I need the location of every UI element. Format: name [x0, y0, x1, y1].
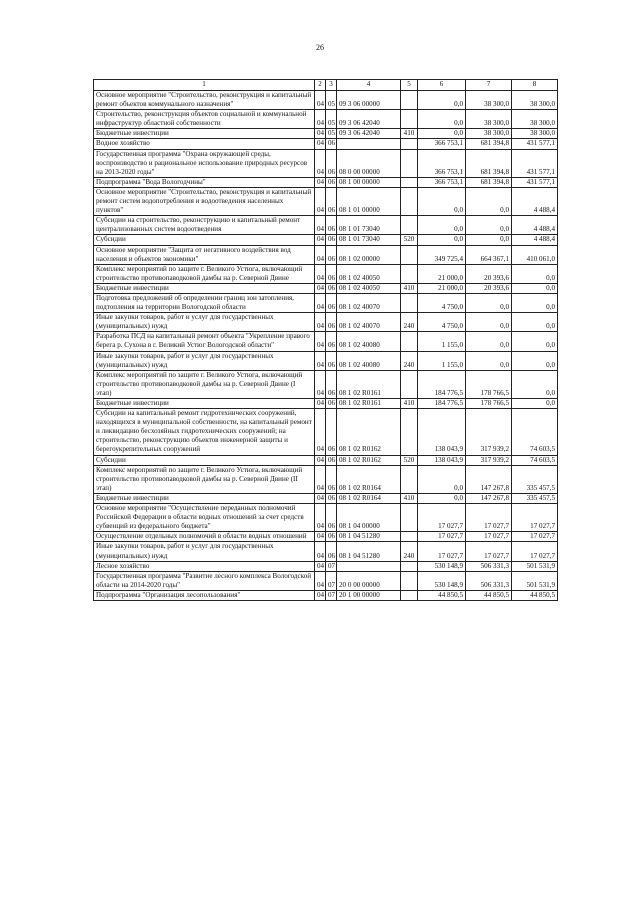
table-row: [94, 216, 558, 235]
table-row: [94, 177, 558, 187]
subsection-code-cell: 06: [326, 370, 337, 398]
amount-col7-cell: 681 394,8: [466, 177, 512, 187]
row-name-cell: Подпрограмма "Организация лесопользования": [94, 590, 315, 600]
amount-col8-cell: 0,0: [512, 264, 558, 283]
expense-type-cell: [401, 409, 418, 455]
amount-col7-cell: 0,0: [466, 216, 512, 235]
section-code-cell: 04: [315, 91, 326, 110]
header-cell: 5: [401, 80, 418, 91]
amount-col6-cell: 17 027,7: [418, 542, 466, 561]
header-cell: 1: [94, 80, 315, 91]
amount-col8-cell: 4 488,4: [512, 187, 558, 215]
row-name-cell: Бюджетные инвестиции: [94, 129, 315, 139]
amount-col8-cell: 0,0: [512, 313, 558, 332]
amount-col7-cell: 44 850,5: [466, 590, 512, 600]
section-code-cell: 04: [315, 313, 326, 332]
expense-type-cell: 240: [401, 351, 418, 370]
expense-type-cell: [401, 532, 418, 542]
table-row: [94, 110, 558, 129]
section-code-cell: 04: [315, 139, 326, 149]
subsection-code-cell: 06: [326, 351, 337, 370]
section-code-cell: 04: [315, 399, 326, 409]
expense-type-cell: [401, 571, 418, 590]
header-cell: 7: [466, 80, 512, 91]
section-code-cell: 04: [315, 571, 326, 590]
section-code-cell: 04: [315, 504, 326, 532]
amount-col8-cell: 74 603,5: [512, 455, 558, 465]
row-name-cell: Комплекс мероприятий по защите г. Великого Устюга, включающий строительство противопаводковой дамбы на р. Северной Двине (II этап): [94, 465, 315, 493]
header-row: [94, 80, 558, 91]
target-article-cell: 08 1 02 R0161: [337, 399, 401, 409]
target-article-cell: 08 1 01 00000: [337, 187, 401, 215]
subsection-code-cell: 07: [326, 590, 337, 600]
amount-col8-cell: 0,0: [512, 370, 558, 398]
table-row: [94, 139, 558, 149]
table-row: [94, 313, 558, 332]
expense-type-cell: 240: [401, 313, 418, 332]
subsection-code-cell: 06: [326, 313, 337, 332]
target-article-cell: [337, 139, 401, 149]
expense-type-cell: 520: [401, 455, 418, 465]
target-article-cell: 08 1 02 R0164: [337, 493, 401, 503]
subsection-code-cell: 06: [326, 139, 337, 149]
expense-type-cell: 410: [401, 129, 418, 139]
header-cell: 4: [337, 80, 401, 91]
subsection-code-cell: 06: [326, 409, 337, 455]
target-article-cell: 08 1 02 R0164: [337, 465, 401, 493]
amount-col8-cell: 0,0: [512, 332, 558, 351]
amount-col8-cell: 335 457,5: [512, 493, 558, 503]
target-article-cell: 09 3 06 42040: [337, 129, 401, 139]
row-name-cell: Иные закупки товаров, работ и услуг для государственных (муниципальных) нужд: [94, 542, 315, 561]
amount-col6-cell: 44 850,5: [418, 590, 466, 600]
amount-col7-cell: 506 331,3: [466, 561, 512, 571]
table-row: [94, 332, 558, 351]
section-code-cell: 04: [315, 149, 326, 177]
row-name-cell: Разработка ПСД на капитальный ремонт объекта "Укрепление правого берега р. Сухона в г. Великий Устюг Вологодской области": [94, 332, 315, 351]
table-row: [94, 91, 558, 110]
table-row: [94, 370, 558, 398]
target-article-cell: 08 1 02 R0162: [337, 455, 401, 465]
expense-type-cell: [401, 245, 418, 264]
amount-col6-cell: 184 776,5: [418, 399, 466, 409]
subsection-code-cell: 06: [326, 149, 337, 177]
amount-col8-cell: 4 488,4: [512, 235, 558, 245]
table-body: [94, 80, 558, 601]
header-cell: 2: [315, 80, 326, 91]
amount-col8-cell: 44 850,5: [512, 590, 558, 600]
amount-col7-cell: 20 393,6: [466, 264, 512, 283]
amount-col6-cell: 4 750,0: [418, 313, 466, 332]
amount-col6-cell: 1 155,0: [418, 351, 466, 370]
amount-col8-cell: 38 300,0: [512, 91, 558, 110]
subsection-code-cell: 06: [326, 542, 337, 561]
amount-col6-cell: 184 776,5: [418, 370, 466, 398]
amount-col8-cell: 38 300,0: [512, 129, 558, 139]
expense-type-cell: [401, 110, 418, 129]
subsection-code-cell: 06: [326, 332, 337, 351]
table-row: [94, 293, 558, 312]
amount-col6-cell: 366 753,1: [418, 177, 466, 187]
target-article-cell: 08 1 02 40050: [337, 283, 401, 293]
target-article-cell: 08 1 04 51280: [337, 542, 401, 561]
amount-col6-cell: 1 155,0: [418, 332, 466, 351]
section-code-cell: 04: [315, 283, 326, 293]
row-name-cell: Бюджетные инвестиции: [94, 283, 315, 293]
row-name-cell: Субсидии на капитальный ремонт гидротехнических сооружений, находящихся в муниципальной собственности, на капитальный ремонт и ликвидацию бесхозяйных гидротехнических сооружений; на строительство, реконструкцию объектов инженерной защиты и берегоукрепительных сооружений: [94, 409, 315, 455]
subsection-code-cell: 06: [326, 493, 337, 503]
amount-col7-cell: 147 267,8: [466, 493, 512, 503]
table-row: [94, 235, 558, 245]
amount-col6-cell: 0,0: [418, 129, 466, 139]
budget-table: [93, 79, 558, 601]
amount-col8-cell: 431 577,1: [512, 177, 558, 187]
amount-col8-cell: 410 061,0: [512, 245, 558, 264]
target-article-cell: 08 0 00 00000: [337, 149, 401, 177]
row-name-cell: Субсидии: [94, 235, 315, 245]
subsection-code-cell: 06: [326, 465, 337, 493]
amount-col7-cell: 0,0: [466, 293, 512, 312]
header-cell: 6: [418, 80, 466, 91]
table-row: [94, 187, 558, 215]
amount-col7-cell: 664 367,1: [466, 245, 512, 264]
subsection-code-cell: 05: [326, 110, 337, 129]
table-row: [94, 283, 558, 293]
subsection-code-cell: 06: [326, 177, 337, 187]
section-code-cell: 04: [315, 590, 326, 600]
row-name-cell: Бюджетные инвестиции: [94, 399, 315, 409]
row-name-cell: Государственная программа "Охрана окружающей среды, воспроизводство и рациональное использование природных ресурсов на 2013-2020 годы": [94, 149, 315, 177]
table-row: [94, 561, 558, 571]
amount-col8-cell: 17 027,7: [512, 542, 558, 561]
amount-col7-cell: 0,0: [466, 313, 512, 332]
target-article-cell: 08 1 01 73040: [337, 216, 401, 235]
amount-col6-cell: 366 753,1: [418, 139, 466, 149]
table-row: [94, 571, 558, 590]
section-code-cell: 04: [315, 264, 326, 283]
subsection-code-cell: 06: [326, 504, 337, 532]
subsection-code-cell: 06: [326, 399, 337, 409]
table-row: [94, 245, 558, 264]
expense-type-cell: [401, 332, 418, 351]
section-code-cell: 04: [315, 129, 326, 139]
header-cell: 3: [326, 80, 337, 91]
section-code-cell: 04: [315, 561, 326, 571]
target-article-cell: 08 1 02 40070: [337, 293, 401, 312]
section-code-cell: 04: [315, 493, 326, 503]
table-row: [94, 129, 558, 139]
row-name-cell: Основное мероприятие "Защита от негативного воздействия вод населения и объектов экономики": [94, 245, 315, 264]
section-code-cell: 04: [315, 177, 326, 187]
section-code-cell: 04: [315, 235, 326, 245]
row-name-cell: Лесное хозяйство: [94, 561, 315, 571]
amount-col7-cell: 0,0: [466, 187, 512, 215]
amount-col7-cell: 17 027,7: [466, 504, 512, 532]
row-name-cell: Водное хозяйство: [94, 139, 315, 149]
amount-col6-cell: 0,0: [418, 110, 466, 129]
section-code-cell: 04: [315, 409, 326, 455]
row-name-cell: Подпрограмма "Вода Вологодчины": [94, 177, 315, 187]
row-name-cell: Осуществление отдельных полномочий в области водных отношений: [94, 532, 315, 542]
amount-col7-cell: 0,0: [466, 351, 512, 370]
amount-col6-cell: 21 000,0: [418, 283, 466, 293]
target-article-cell: 08 1 01 73040: [337, 235, 401, 245]
section-code-cell: 04: [315, 245, 326, 264]
row-name-cell: Строительство, реконструкция объектов социальной и коммунальной инфраструктур областной собственности: [94, 110, 315, 129]
table-row: [94, 532, 558, 542]
section-code-cell: 04: [315, 542, 326, 561]
amount-col8-cell: 0,0: [512, 351, 558, 370]
amount-col8-cell: 431 577,1: [512, 139, 558, 149]
subsection-code-cell: 06: [326, 187, 337, 215]
row-name-cell: Государственная программа "Развитие лесного комплекса Вологодской области на 2014-2020 годы": [94, 571, 315, 590]
table-row: [94, 504, 558, 532]
amount-col7-cell: 17 027,7: [466, 532, 512, 542]
expense-type-cell: [401, 177, 418, 187]
subsection-code-cell: 07: [326, 561, 337, 571]
expense-type-cell: 410: [401, 399, 418, 409]
section-code-cell: 04: [315, 532, 326, 542]
subsection-code-cell: 06: [326, 216, 337, 235]
target-article-cell: 20 1 00 00000: [337, 590, 401, 600]
section-code-cell: 04: [315, 370, 326, 398]
table-row: [94, 409, 558, 455]
amount-col7-cell: 20 393,6: [466, 283, 512, 293]
subsection-code-cell: 05: [326, 129, 337, 139]
target-article-cell: 08 1 02 40070: [337, 313, 401, 332]
expense-type-cell: [401, 91, 418, 110]
row-name-cell: Бюджетные инвестиции: [94, 493, 315, 503]
table-row: [94, 455, 558, 465]
row-name-cell: Основное мероприятие "Строительство, реконструкция и капитальный ремонт объектов коммунального назначения": [94, 91, 315, 110]
amount-col8-cell: 17 027,7: [512, 532, 558, 542]
amount-col6-cell: 0,0: [418, 91, 466, 110]
target-article-cell: 08 1 02 R0161: [337, 370, 401, 398]
section-code-cell: 04: [315, 455, 326, 465]
amount-col7-cell: 0,0: [466, 332, 512, 351]
row-name-cell: Подготовка предложений об определении границ зон затопления, подтопления на территории Вологодской области: [94, 293, 315, 312]
table-row: [94, 264, 558, 283]
row-name-cell: Иные закупки товаров, работ и услуг для государственных (муниципальных) нужд: [94, 313, 315, 332]
target-article-cell: 08 1 00 00000: [337, 177, 401, 187]
target-article-cell: [337, 561, 401, 571]
amount-col8-cell: 0,0: [512, 399, 558, 409]
amount-col8-cell: 4 488,4: [512, 216, 558, 235]
amount-col7-cell: 681 394,8: [466, 139, 512, 149]
amount-col6-cell: 349 725,4: [418, 245, 466, 264]
row-name-cell: Основное мероприятие "Строительство, реконструкция и капитальный ремонт систем водопотребления и водоотведения населенных пунктов": [94, 187, 315, 215]
expense-type-cell: [401, 216, 418, 235]
expense-type-cell: 410: [401, 283, 418, 293]
subsection-code-cell: 06: [326, 245, 337, 264]
amount-col7-cell: 38 300,0: [466, 129, 512, 139]
target-article-cell: 08 1 04 51280: [337, 532, 401, 542]
expense-type-cell: [401, 370, 418, 398]
amount-col8-cell: 0,0: [512, 293, 558, 312]
section-code-cell: 04: [315, 187, 326, 215]
subsection-code-cell: 06: [326, 264, 337, 283]
row-name-cell: Комплекс мероприятий по защите г. Великого Устюга, включающий строительство противопаводковой дамбы на р. Северной Двине: [94, 264, 315, 283]
section-code-cell: 04: [315, 332, 326, 351]
expense-type-cell: [401, 149, 418, 177]
amount-col6-cell: 0,0: [418, 493, 466, 503]
table-row: [94, 590, 558, 600]
table-row: [94, 149, 558, 177]
amount-col8-cell: 335 457,5: [512, 465, 558, 493]
amount-col8-cell: 501 531,9: [512, 571, 558, 590]
target-article-cell: 08 1 02 40050: [337, 264, 401, 283]
amount-col7-cell: 147 267,8: [466, 465, 512, 493]
table-row: [94, 542, 558, 561]
row-name-cell: Субсидии: [94, 455, 315, 465]
target-article-cell: 20 0 00 00000: [337, 571, 401, 590]
target-article-cell: 09 3 06 42040: [337, 110, 401, 129]
row-name-cell: Комплекс мероприятий по защите г. Великого Устюга, включающий строительство противопаводковой дамбы на р. Северной Двине (I этап): [94, 370, 315, 398]
amount-col6-cell: 4 750,0: [418, 293, 466, 312]
expense-type-cell: 520: [401, 235, 418, 245]
expense-type-cell: [401, 504, 418, 532]
subsection-code-cell: 07: [326, 571, 337, 590]
expense-type-cell: [401, 590, 418, 600]
section-code-cell: 04: [315, 216, 326, 235]
amount-col6-cell: 0,0: [418, 235, 466, 245]
amount-col6-cell: 0,0: [418, 187, 466, 215]
amount-col6-cell: 138 043,9: [418, 409, 466, 455]
section-code-cell: 04: [315, 293, 326, 312]
table-row: [94, 465, 558, 493]
table-row: [94, 493, 558, 503]
amount-col6-cell: 21 000,0: [418, 264, 466, 283]
amount-col6-cell: 138 043,9: [418, 455, 466, 465]
amount-col6-cell: 366 753,1: [418, 149, 466, 177]
amount-col7-cell: 317 939,2: [466, 455, 512, 465]
amount-col7-cell: 38 300,0: [466, 110, 512, 129]
amount-col7-cell: 506 331,3: [466, 571, 512, 590]
target-article-cell: 08 1 02 40080: [337, 332, 401, 351]
subsection-code-cell: 05: [326, 91, 337, 110]
row-name-cell: Иные закупки товаров, работ и услуг для государственных (муниципальных) нужд: [94, 351, 315, 370]
expense-type-cell: [401, 465, 418, 493]
section-code-cell: 04: [315, 110, 326, 129]
subsection-code-cell: 06: [326, 283, 337, 293]
amount-col7-cell: 317 939,2: [466, 409, 512, 455]
amount-col6-cell: 530 148,9: [418, 561, 466, 571]
expense-type-cell: [401, 293, 418, 312]
section-code-cell: 04: [315, 351, 326, 370]
amount-col7-cell: 178 766,5: [466, 399, 512, 409]
amount-col7-cell: 38 300,0: [466, 91, 512, 110]
expense-type-cell: 410: [401, 493, 418, 503]
target-article-cell: 08 1 02 R0162: [337, 409, 401, 455]
amount-col8-cell: 74 603,5: [512, 409, 558, 455]
target-article-cell: 08 1 02 00000: [337, 245, 401, 264]
amount-col6-cell: 17 027,7: [418, 532, 466, 542]
subsection-code-cell: 06: [326, 293, 337, 312]
row-name-cell: Субсидии на строительство, реконструкцию и капитальный ремонт централизованных систем водоотведения: [94, 216, 315, 235]
amount-col8-cell: 38 300,0: [512, 110, 558, 129]
target-article-cell: 08 1 04 00000: [337, 504, 401, 532]
amount-col8-cell: 431 577,1: [512, 149, 558, 177]
amount-col8-cell: 501 531,9: [512, 561, 558, 571]
page-number: 26: [316, 43, 324, 52]
amount-col7-cell: 178 766,5: [466, 370, 512, 398]
subsection-code-cell: 06: [326, 532, 337, 542]
target-article-cell: 08 1 02 40080: [337, 351, 401, 370]
expense-type-cell: 240: [401, 542, 418, 561]
amount-col8-cell: 17 027,7: [512, 504, 558, 532]
amount-col6-cell: 530 148,9: [418, 571, 466, 590]
amount-col7-cell: 17 027,7: [466, 542, 512, 561]
section-code-cell: 04: [315, 465, 326, 493]
target-article-cell: 09 3 06 00000: [337, 91, 401, 110]
header-cell: 8: [512, 80, 558, 91]
amount-col6-cell: 0,0: [418, 216, 466, 235]
amount-col6-cell: 17 027,7: [418, 504, 466, 532]
amount-col8-cell: 0,0: [512, 283, 558, 293]
table-row: [94, 399, 558, 409]
expense-type-cell: [401, 561, 418, 571]
expense-type-cell: [401, 187, 418, 215]
amount-col6-cell: 0,0: [418, 465, 466, 493]
subsection-code-cell: 06: [326, 455, 337, 465]
table-row: [94, 351, 558, 370]
subsection-code-cell: 06: [326, 235, 337, 245]
expense-type-cell: [401, 264, 418, 283]
expense-type-cell: [401, 139, 418, 149]
row-name-cell: Основное мероприятие "Осуществление переданных полномочий Российской Федерации в области водных отношений за счет средств субвенций из федерального бюджета": [94, 504, 315, 532]
amount-col7-cell: 0,0: [466, 235, 512, 245]
amount-col7-cell: 681 394,8: [466, 149, 512, 177]
